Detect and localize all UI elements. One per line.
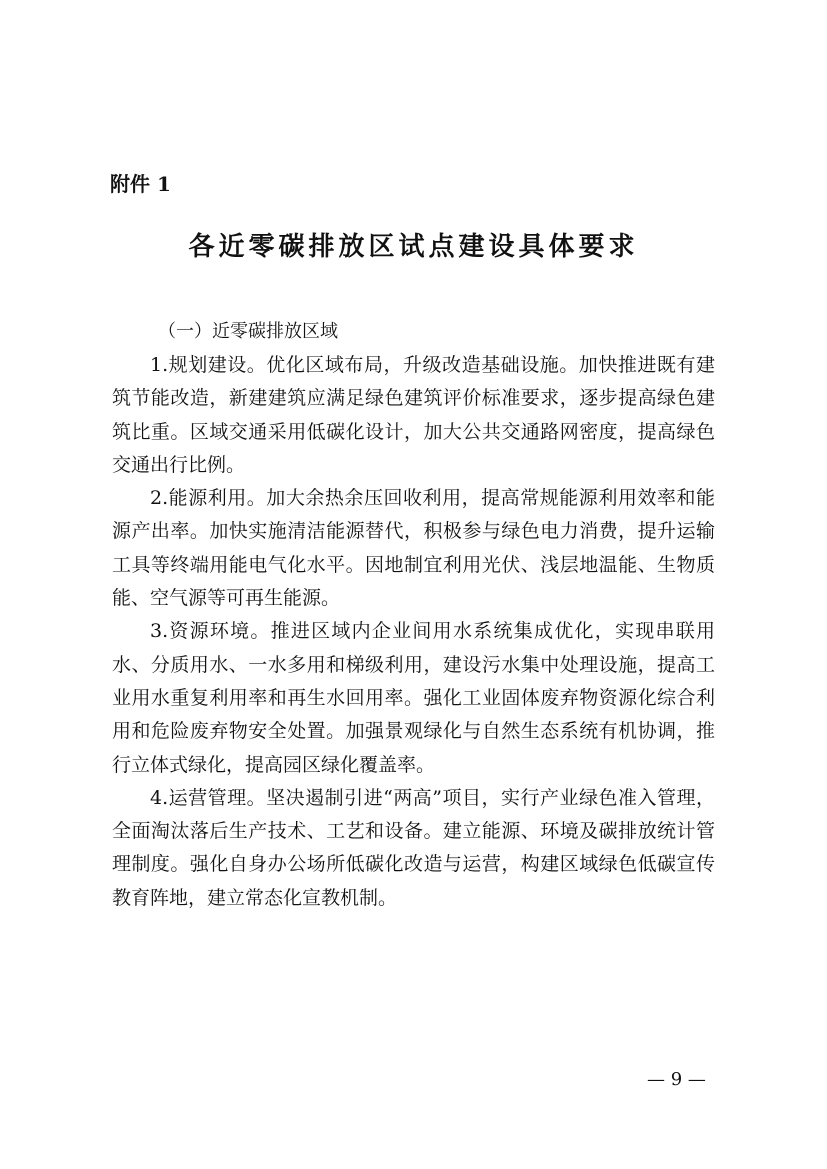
paragraph-planning: 1.规划建设。优化区域布局，升级改造基础设施。加快推进既有建筑节能改造，新建建筑应满足绿色建筑评价标准要求，逐步提高绿色建筑比重。区域交通采用低碳化设计，加大公共交通路网密度，提高绿色交通出行比例。 (112, 354, 715, 476)
section-heading: （一）近零碳排放区域 (158, 321, 338, 342)
document-body (112, 349, 715, 915)
paragraph-resources: 3.资源环境。推进区域内企业间用水系统集成优化，实现串联用水、分质用水、一水多用和梯级利用，建设污水集中处理设施，提高工业用水重复利用率和再生水回用率。强化工业固体废弃物资源化综合利用和危险废弃物安全处置。加强景观绿化与自然生态系统有机协调，推行立体式绿化，提高园区绿化覆盖率。 (112, 620, 715, 776)
page-number: — 9 — (647, 1069, 706, 1090)
attachment-label: 附件 1 (110, 172, 171, 196)
paragraph-operations: 4.运营管理。坚决遏制引进“两高”项目，实行产业绿色准入管理，全面淘汰落后生产技术、工艺和设备。建立能源、环境及碳排放统计管理制度。强化自身办公场所低碳化改造与运营，构建区域绿色低碳宣传教育阵地，建立常态化宣教机制。 (112, 786, 715, 909)
document-title: 各近零碳排放区试点建设具体要求 (188, 232, 639, 262)
paragraph-energy: 2.能源利用。加大余热余压回收利用，提高常规能源利用效率和能源产出率。加快实施清洁能源替代，积极参与绿色电力消费，提升运输工具等终端用能电气化水平。因地制宜利用光伏、浅层地温能、生物质能、空气源等可再生能源。 (112, 487, 715, 610)
